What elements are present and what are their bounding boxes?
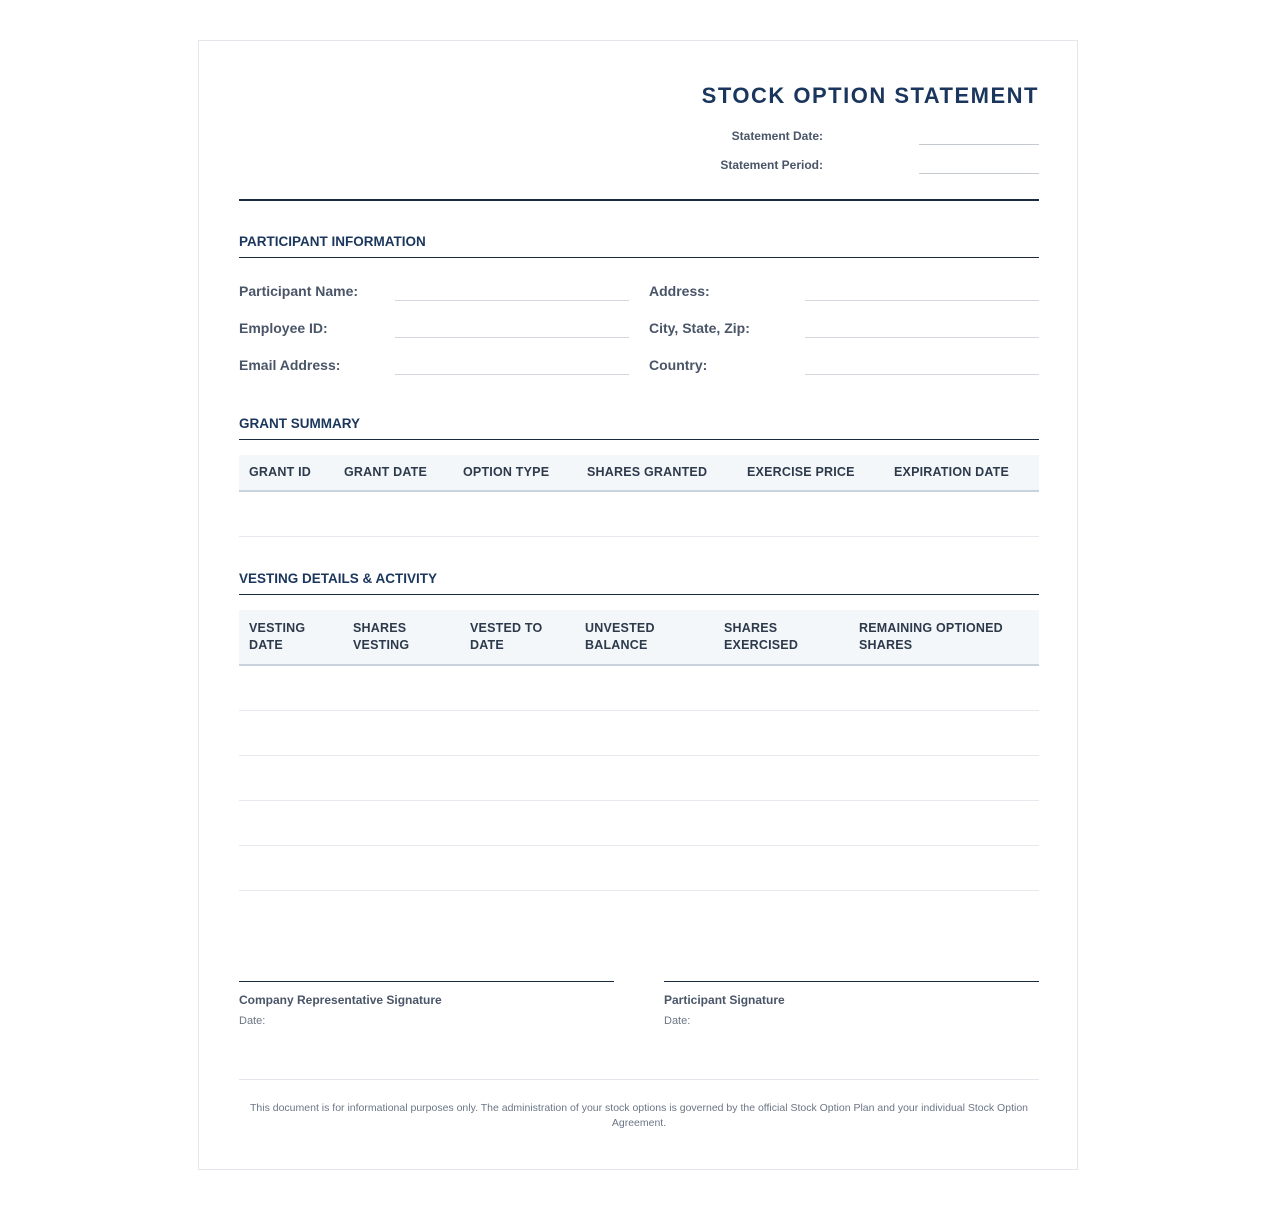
grant-summary-header-row: [239, 455, 1039, 491]
company-signature-date-label: Date:: [239, 1015, 266, 1027]
table-cell[interactable]: [714, 756, 849, 801]
country-field[interactable]: [805, 374, 1039, 375]
column-header-option-type: OPTION TYPE: [453, 455, 577, 491]
table-cell[interactable]: [460, 665, 575, 711]
table-cell[interactable]: [239, 801, 343, 846]
statement-period-row: [709, 158, 1039, 178]
company-signature-label: Company Representative Signature: [239, 993, 442, 1007]
participant-signature-line[interactable]: [664, 981, 1039, 982]
table-cell[interactable]: [343, 756, 460, 801]
table-cell[interactable]: [239, 665, 343, 711]
participant-signature-date-label: Date:: [664, 1015, 691, 1027]
table-cell[interactable]: [714, 801, 849, 846]
table-cell[interactable]: [460, 756, 575, 801]
table-cell[interactable]: [343, 801, 460, 846]
table-row[interactable]: [239, 801, 1039, 846]
table-cell[interactable]: [343, 665, 460, 711]
column-header-unvested-balance: UNVESTED BALANCE: [575, 610, 714, 665]
table-cell[interactable]: [714, 665, 849, 711]
table-cell[interactable]: [849, 665, 1039, 711]
address-label: Address:: [649, 283, 710, 299]
statement-date-row: [709, 129, 1039, 149]
vesting-header-row: [239, 610, 1039, 665]
footer-divider: [239, 1079, 1039, 1080]
table-cell[interactable]: [849, 711, 1039, 756]
company-signature-line[interactable]: [239, 981, 614, 982]
table-row[interactable]: [239, 846, 1039, 891]
address-field[interactable]: [805, 300, 1039, 301]
employee-id-field[interactable]: [395, 337, 629, 338]
table-cell[interactable]: [343, 846, 460, 891]
column-header-shares-vesting: SHARES VESTING: [343, 610, 460, 665]
table-cell[interactable]: [239, 756, 343, 801]
statement-date-label: Statement Date:: [731, 129, 823, 143]
column-header-shares-exercised: SHARES EXERCISED: [714, 610, 849, 665]
statement-date-field[interactable]: [919, 144, 1039, 145]
table-cell[interactable]: [239, 491, 334, 537]
table-cell[interactable]: [575, 846, 714, 891]
table-cell[interactable]: [460, 801, 575, 846]
table-cell[interactable]: [460, 711, 575, 756]
column-header-expiration-date: EXPIRATION DATE: [884, 455, 1039, 491]
statement-page: [198, 40, 1078, 1170]
participant-name-field[interactable]: [395, 300, 629, 301]
participant-section-title: PARTICIPANT INFORMATION: [239, 234, 1039, 258]
column-header-vested-to-date: VESTED TO DATE: [460, 610, 575, 665]
column-header-grant-date: GRANT DATE: [334, 455, 453, 491]
vesting-section-title: VESTING DETAILS & ACTIVITY: [239, 571, 1039, 595]
table-cell[interactable]: [577, 491, 737, 537]
table-row[interactable]: [239, 711, 1039, 756]
footer-disclaimer: This document is for informational purposes only. The administration of your stock options is governed by the official Stock Option Plan and your individual Stock Option Agreement.: [250, 1102, 1028, 1129]
table-cell[interactable]: [737, 491, 884, 537]
table-cell[interactable]: [849, 846, 1039, 891]
table-row[interactable]: [239, 665, 1039, 711]
city-state-zip-label: City, State, Zip:: [649, 320, 750, 336]
table-cell[interactable]: [460, 846, 575, 891]
column-header-remaining-optioned-shares: REMAINING OPTIONED SHARES: [849, 610, 1039, 665]
table-cell[interactable]: [849, 756, 1039, 801]
table-row[interactable]: [239, 491, 1039, 537]
table-cell[interactable]: [239, 846, 343, 891]
vesting-details-table: [239, 610, 1039, 891]
table-row[interactable]: [239, 756, 1039, 801]
column-header-shares-granted: SHARES GRANTED: [577, 455, 737, 491]
participant-signature-label: Participant Signature: [664, 993, 785, 1007]
email-address-field[interactable]: [395, 374, 629, 375]
table-cell[interactable]: [453, 491, 577, 537]
table-cell[interactable]: [884, 491, 1039, 537]
column-header-exercise-price: EXERCISE PRICE: [737, 455, 884, 491]
table-cell[interactable]: [575, 801, 714, 846]
email-address-label: Email Address:: [239, 357, 341, 373]
country-label: Country:: [649, 357, 708, 373]
table-cell[interactable]: [343, 711, 460, 756]
header-divider: [239, 199, 1039, 201]
grant-summary-table: [239, 455, 1039, 537]
table-cell[interactable]: [575, 756, 714, 801]
grant-summary-section-title: GRANT SUMMARY: [239, 416, 1039, 440]
table-cell[interactable]: [575, 665, 714, 711]
city-state-zip-field[interactable]: [805, 337, 1039, 338]
participant-name-label: Participant Name:: [239, 283, 359, 299]
document-title: STOCK OPTION STATEMENT: [701, 83, 1039, 108]
table-cell[interactable]: [575, 711, 714, 756]
column-header-vesting-date: VESTING DATE: [239, 610, 343, 665]
statement-period-field[interactable]: [919, 173, 1039, 174]
table-cell[interactable]: [334, 491, 453, 537]
statement-period-label: Statement Period:: [720, 158, 823, 172]
table-cell[interactable]: [239, 711, 343, 756]
column-header-grant-id: GRANT ID: [239, 455, 334, 491]
table-cell[interactable]: [849, 801, 1039, 846]
table-cell[interactable]: [714, 711, 849, 756]
table-cell[interactable]: [714, 846, 849, 891]
employee-id-label: Employee ID:: [239, 320, 328, 336]
